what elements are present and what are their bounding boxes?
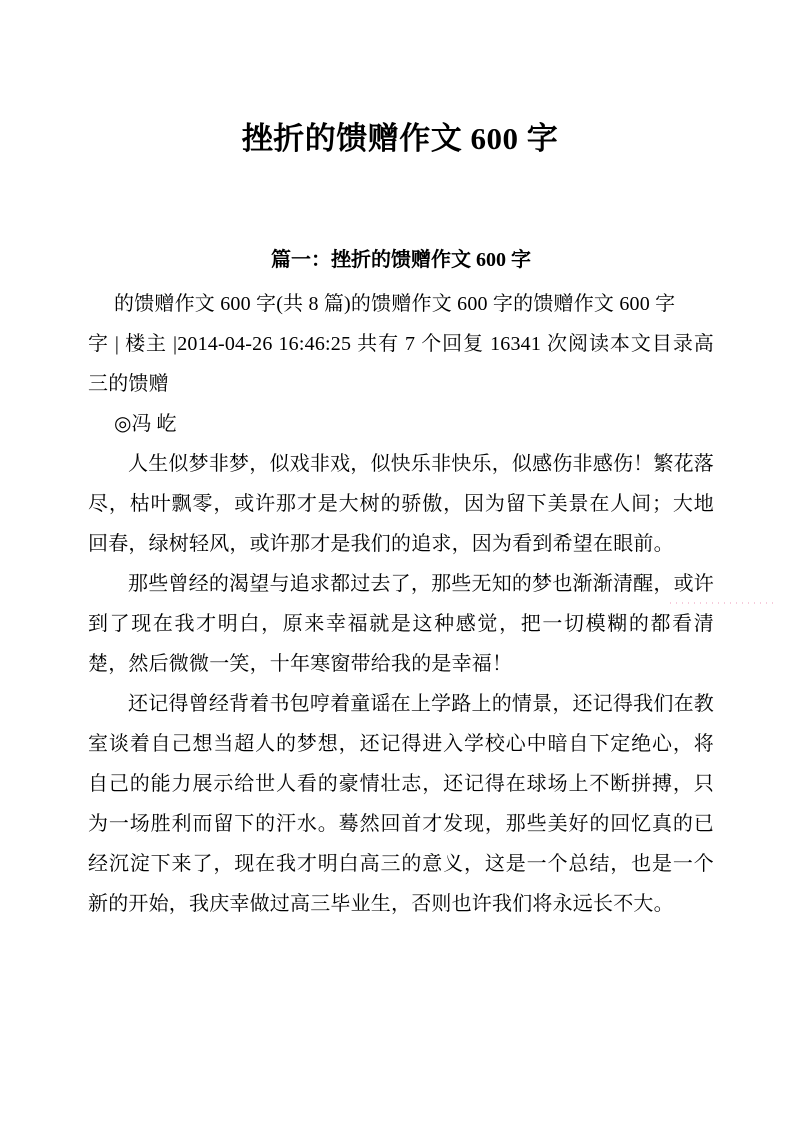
- body-paragraph-2: 那些曾经的渴望与追求都过去了，那些无知的梦也渐渐清醒，或许到了现在我才明白，原来幸福就是这种感觉，把一切模糊的都看清楚，然后微微一笑，十年寒窗带给我的是幸福！: [88, 573, 714, 675]
- author-byline: [88, 404, 714, 444]
- circle-mark-icon: ◎: [114, 413, 132, 435]
- section-heading: 篇一：挫折的馈赠作文 600 字: [271, 249, 531, 271]
- body-paragraph-3: 还记得曾经背着书包哼着童谣在上学路上的情景，还记得我们在教室谈着自己想当超人的梦想，还记得进入学校心中暗自下定绝心，将自己的能力展示给世人看的豪情壮志，还记得在球场上不断拼搏，只为一场胜利而留下的汗水。蓦然回首才发现，那些美好的回忆真的已经沉淀下来了，现在我才明白高三的意义，这是一个总结，也是一个新的开始，我庆幸做过高三毕业生，否则也许我们将永远长不大。: [88, 693, 714, 915]
- post-meta-line: [88, 324, 714, 404]
- meta-text: 字 | 楼主 |2014-04-26 16:46:25 共有 7 个回复 16341 次阅读本文目录高三的馈赠: [88, 333, 714, 395]
- body-paragraph-1: 人生似梦非梦，似戏非戏，似快乐非快乐，似感伤非感伤！繁花落尽，枯叶飘零，或许那才是大树的骄傲，因为留下美景在人间；大地回春，绿树轻风，或许那才是我们的追求，因为看到希望在眼前。: [88, 453, 714, 555]
- intro-line: 的馈赠作文 600 字(共 8 篇)的馈赠作文 600 字的馈赠作文 600 字: [114, 293, 676, 315]
- document-body: [88, 240, 714, 924]
- page-title: 挫折的馈赠作文 600 字: [241, 120, 559, 156]
- scan-artifact-dotted-rule: [670, 602, 776, 604]
- author-name: 冯 屹: [131, 413, 177, 435]
